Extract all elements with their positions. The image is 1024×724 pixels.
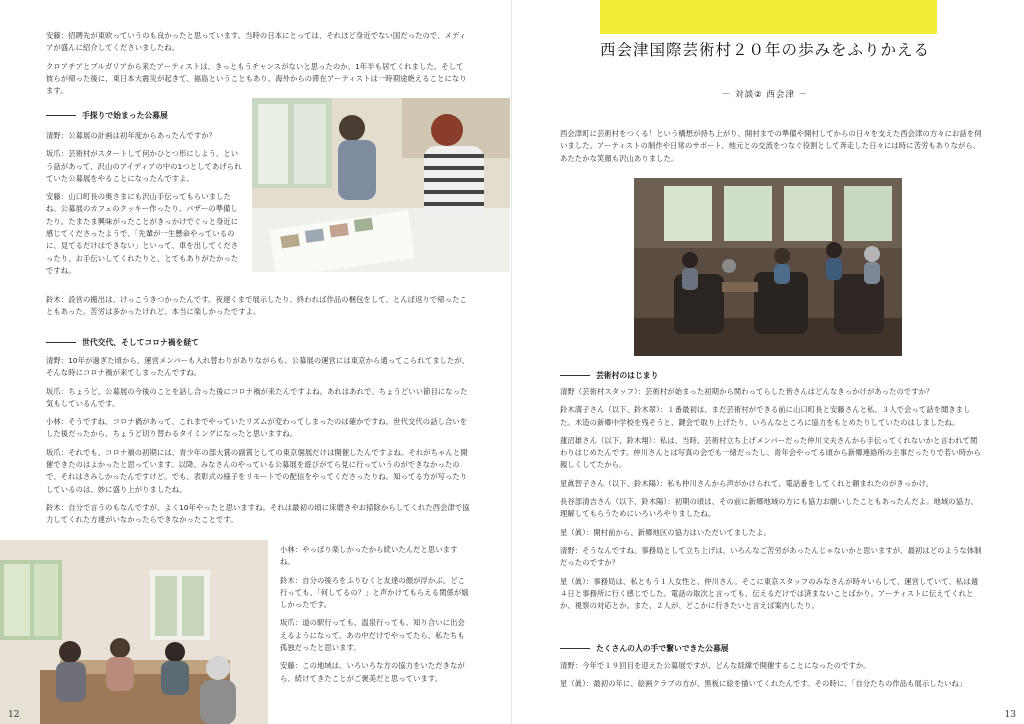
dialogue-paragraph: 清野：公募展の計画は初年度からあったんですか？ [46, 131, 217, 140]
interview-photo [634, 178, 902, 356]
dialogue-paragraph: 清野：10年が過ぎた頃から、運営メンバーも入れ替わりがありながらも、公募展の運営には東京から通ってこられてましたが、そんな時にコロナ禍が来てしまったんですね。 [46, 356, 470, 378]
section1-text [46, 130, 242, 283]
right-section2-text [560, 660, 984, 697]
right-section1-text [560, 386, 984, 618]
workshop-photo [252, 98, 510, 272]
dialogue-paragraph: 小林：やっぱり楽しかったから続いたんだと思いますね。 [280, 545, 458, 567]
section1-closing [46, 294, 470, 325]
dialogue-paragraph: 清野：そうなんですね。事務局として立ち上げは、いろんなご苦労があったんじゃないかと思いますが、最初はどのような体制だったのですか？ [560, 545, 982, 568]
section2-text [46, 355, 470, 533]
dialogue-paragraph: 清野（芸術村スタッフ）：芸術村が始まった初期から関わってらした皆さんはどんなきっかけがあったのですか？ [560, 387, 934, 396]
dialogue-paragraph: 坂爪：それでも、コロナ禍の初期には、青少年の部大賞の副賞としての東京個展だけは開催したんですよね。それがちゃんと開催できたのはよかったと思っています。以降、みなさんのやっている公募展を遊びがてら見に行っていうのができなかったので、それはさみしかったんですけど。でも、表彰式の様子をリモートでの配信をやってくださったりね。知ってる方が写ったりしているのは、妙に盛り上がりましたね。 [46, 447, 468, 494]
dialogue-paragraph: 坂爪：道の駅行っても、温泉行っても、知り合いに出会えるようになって。あの中だけでやってたら、私たちも孤独だったと思います。 [280, 618, 465, 653]
section-heading-text: 芸術村のはじまり [596, 371, 659, 380]
dialogue-paragraph: 清野：今年で１９回目を迎えた公募展ですが、どんな経緯で開催することになったのですか。 [560, 661, 871, 670]
dialogue-paragraph: 星（眞）：開村前から、新郷地区の協力はいただいてましたよ。 [560, 527, 771, 537]
dialogue-paragraph: 鈴木満子さん（以下、鈴木翠）：１番最初は、まだ芸術村ができる前に山口町長と安藤さんと私、３人で会って話を聞きました。木造の新郷中学校を残そうと、鍵会で取り上げたり、いろんなところに協力をもとめたりしていたのはしましたね。 [560, 405, 971, 427]
dialogue-paragraph: 鈴木：自分の後ろをふりむくと友達の顔が浮かぶ。どこ行っても、「何してるの？」と声かけてもらえる関係が嬉しかったです。 [280, 575, 469, 610]
intro-text [46, 30, 470, 103]
workshop-photo-image [252, 98, 510, 272]
dialogue-paragraph: 小林：そうですね、コロナ禍があって、これまでやっていたリズムが変わってしまったのは確かですね。世代交代の話し合いをした後だったから、ちょうど切り替わるタイミングになったと思いますね。 [46, 417, 468, 439]
heading-rule [46, 342, 76, 343]
cafe-photo [0, 540, 268, 724]
dialogue-paragraph: 鈴木：自分で言うのもなんですが、よく10年やったと思いますね。それは最初の頃に床磨きやお掃除からしてくれた西会津で協力してくれた方達がいなかったらできなかったことです。 [46, 502, 470, 525]
dialogue-paragraph: 鈴木：設営の搬出は、けっこうきつかったんです。夜遅くまで展示したり、終われば作品の梱包をして、とんぼ返りで帰ったこともあった。苦労は多かったけれど、本当に楽しかったですよ。 [46, 295, 467, 317]
heading-rule [560, 375, 590, 376]
dialogue-paragraph: 星眞智子さん（以下、鈴木陽）：私も仲川さんから声がかけられて、電話番をしてくれと頼まれたのがきっかけ。 [560, 478, 934, 488]
cafe-photo-image [0, 540, 268, 724]
dialogue-paragraph: 安藤：山口町長の奥さまにも沢山手伝ってもらいましたね。公募展のカフェのクッキー作ったり、バザーの準備したり。たまたま興味がったことがきっかけでぐっと身近に感じてくださったようで、「先輩が一生懸命やっているのに、見てるだけはできない」といって、車を出してくださったり、お手伝いしてくれたりと、とてもありがたかったですね。 [46, 192, 239, 275]
dialogue-paragraph: 長谷部清吉さん（以下、鈴木陽）：初期の頃は、その前に新郷地域の方にも協力お願いしたこともあったんだよ。地域の協力、理解してもらうためにいろいろやりましたね。 [560, 497, 978, 519]
dialogue-paragraph: 星（眞）：最初の年に、絵画クラブの方が、黒板に絵を描いてくれたんです。その時に、「自分たちの作品も展示したいね」 [560, 679, 967, 689]
section-heading [46, 337, 199, 348]
article-title: 西会津国際芸術村２０年の歩みをふりかえる [599, 41, 930, 59]
title-highlight-band [600, 0, 937, 34]
page-number: 13 [1004, 710, 1016, 720]
dialogue-paragraph: 坂爪：芸術村がスタートして何かひとつ形にしよう、という話があって、沢山のアイディアの中の1つとしてあげられていた公募展をやることになったんですよ。 [46, 149, 242, 183]
page-spine [511, 0, 512, 724]
dialogue-paragraph: 星（眞）：事務局は、私ともう１人女性と、仲川さん。そこに東京スタッフのみなさんが時々いらして、運営していて、私は週４日と事務所に行く感じでした。電話の取次と言っても、伝えるだけでは済まないことばかり。アーティストに伝えてくれとか、視察の対応とか。また、２人が、どこかに行きたいと言えば案内したり。 [560, 576, 979, 611]
interview-photo-image [634, 178, 902, 356]
intro-paragraph: クロアチアとブルガリアから来たアーティストは、きっともうチャンスがないと思ったのか、1年半も居てくれました。そして彼らが帰った後に、東日本大震災が起きて、福島ということもあり、海外からの滞在アーティストは一時期途絶えることになります。 [46, 61, 467, 96]
article-subtitle: － 対談② 西会津 － [721, 90, 809, 100]
section-heading-text: 世代交代、そしてコロナ禍を経て [82, 338, 199, 347]
dialogue-paragraph: 坂爪：ちょうど、公募展の今後のことを話し合った後にコロナ禍が来たんですよね。あれはあれで、ちょうどいい節目になった気もしているんです。 [46, 386, 468, 408]
section-heading [46, 110, 168, 121]
lead-text [560, 128, 984, 171]
intro-paragraph: 安藤：招聘先が東欧っていうのも良かったと思っています。当時の日本にとっては、それほど身近でない国だったので、メディアが盛んに紹介してくださいましたね。 [46, 31, 467, 53]
section3-text [280, 544, 470, 691]
dialogue-paragraph: 安藤：この地域は、いろいろな方の協力をいただきながら、続けてきたことがご褒美だと思っています。 [280, 661, 465, 683]
section-heading-text: 手探りで始まった公募展 [82, 111, 168, 120]
section-heading-text: たくさんの人の手で繋いできた公募展 [596, 644, 729, 653]
heading-rule [46, 115, 76, 116]
lead-paragraph: 西会津町に芸術村をつくる！という構想が持ち上がり、開村までの準備や開村してからの日々を支えた西会津の方々にお話を伺いました。アーティストの制作や日常のサポート、地元との交流をつなぐ役割として奔走した日々には時に苦労もありながら、あたたかな笑顔も沢山ありました。 [560, 129, 982, 163]
dialogue-paragraph: 蓮沼雄さん（以下、鈴木翔）：私は、当時、芸術村立ち上げメンバーだった仲川文夫さんから手伝ってくれないかと言われて関わりはじめたんです。仲川さんとは写真の会でも一緒だったし、青年会やってる頃から新郷連絡所の主事だったりで若い時から親しくしてたから。 [560, 435, 982, 470]
heading-rule [560, 648, 590, 649]
page-number: 12 [8, 710, 20, 720]
section-heading [560, 370, 658, 381]
section-heading [560, 643, 729, 654]
